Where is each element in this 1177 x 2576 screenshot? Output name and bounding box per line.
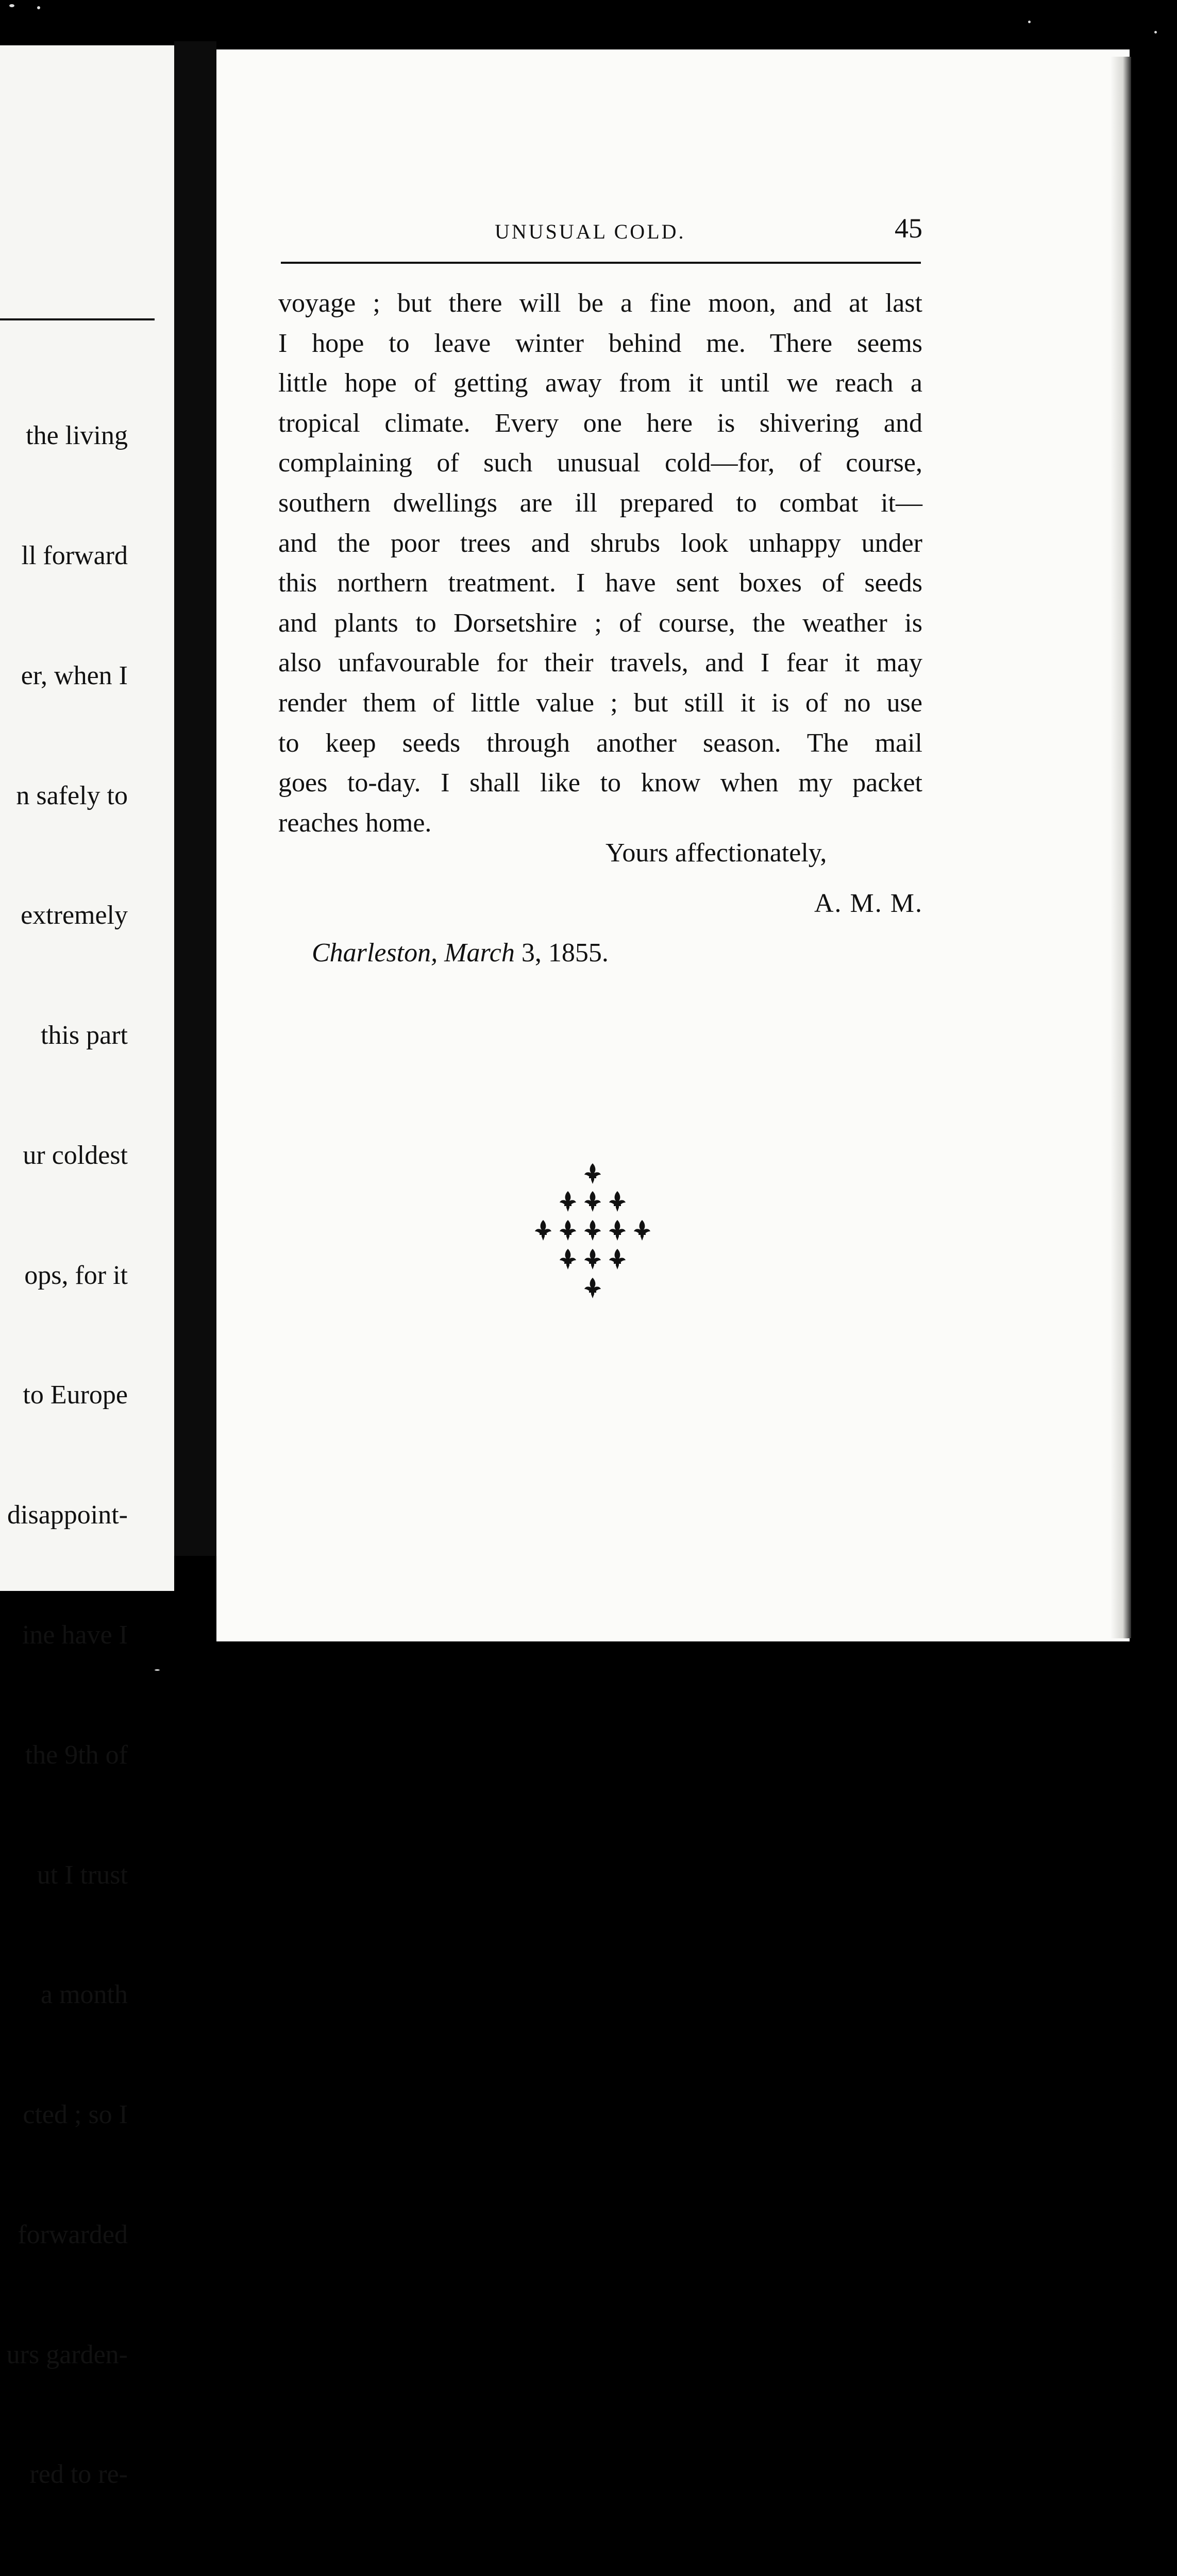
body-line: little hope of getting away from it until we reach a: [278, 368, 922, 398]
page-number: 45: [895, 213, 922, 244]
dateline-place: Charleston, March: [312, 938, 515, 968]
previous-page-header-rule: [0, 318, 155, 320]
body-line: goes to-day. I shall like to know when my packet: [278, 768, 922, 798]
letter-body: [278, 283, 922, 843]
text-line: cted ; so I: [23, 2100, 128, 2130]
text-line: ll forward: [21, 540, 128, 570]
body-line: southern dwellings are ill prepared to combat it—: [278, 488, 922, 518]
body-line: voyage ; but there will be a fine moon, and at last: [278, 289, 922, 318]
page-edge-shadow: [1111, 57, 1131, 1638]
fleur-de-lis-ornament: [531, 1159, 654, 1309]
text-line: the living: [26, 421, 128, 451]
page-header: [278, 213, 922, 258]
text-line: disappoint-: [7, 1500, 128, 1530]
text-line: er, when I: [21, 660, 128, 690]
body-line: and the poor trees and shrubs look unhappy under: [278, 528, 922, 558]
body-line: tropical climate. Every one here is shivering and: [278, 408, 922, 438]
text-line: urs garden-: [6, 2340, 128, 2369]
body-line: to keep seeds through another season. The mail: [278, 728, 922, 758]
running-head: UNUSUAL COLD.: [495, 220, 686, 243]
text-line: ur coldest: [23, 1140, 128, 1170]
text-line: red to re-: [29, 2460, 128, 2489]
dateline: [312, 938, 609, 968]
text-line: forwarded: [18, 2219, 128, 2249]
text-line: a month: [41, 1980, 128, 2010]
previous-page-text: [0, 336, 128, 2576]
text-line: to Europe: [23, 1380, 128, 1410]
text-line: ops, for it: [24, 1260, 128, 1290]
book-gutter: [174, 41, 216, 1556]
previous-page: [0, 45, 174, 2489]
text-line: ine have I: [22, 1620, 128, 1650]
dateline-year: 1855.: [548, 938, 609, 968]
text-line: this part: [41, 1021, 128, 1050]
body-line: this northern treatment. I have sent boxes of seeds: [278, 568, 922, 598]
body-line: I hope to leave winter behind me. There seems: [278, 328, 922, 358]
letter-closing: Yours affectionately,: [606, 838, 827, 868]
text-line: the 9th of: [25, 1740, 128, 1770]
body-line: complaining of such unusual cold—for, of course,: [278, 448, 922, 478]
dateline-day: 3,: [521, 938, 542, 968]
body-line: and plants to Dorsetshire ; of course, the weather is: [278, 608, 922, 638]
body-line: also unfavourable for their travels, and I fear it may: [278, 648, 922, 678]
body-line: reaches home.: [278, 808, 432, 838]
text-line: extremely: [21, 901, 128, 930]
letter-signature: A. M. M.: [814, 889, 923, 918]
text-line: ut I trust: [37, 1860, 128, 1890]
body-line: render them of little value ; but still it is of no use: [278, 688, 922, 718]
text-line: n safely to: [16, 781, 128, 810]
header-rule: [281, 262, 921, 264]
